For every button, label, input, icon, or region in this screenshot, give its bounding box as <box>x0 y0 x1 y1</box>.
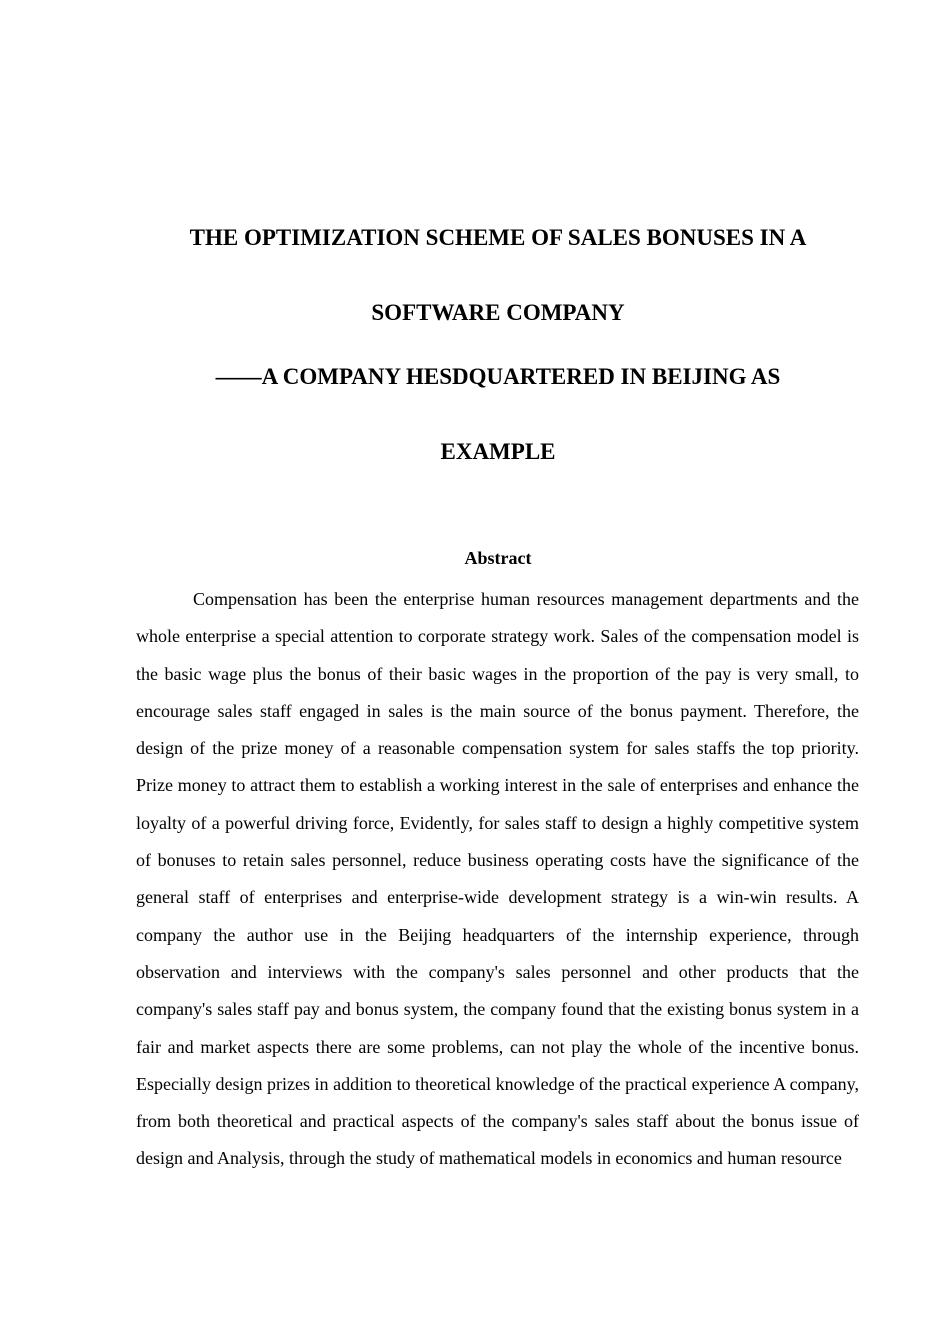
title-line-4: EXAMPLE <box>440 439 556 464</box>
abstract-heading: Abstract <box>464 548 532 568</box>
title-line-1: THE OPTIMIZATION SCHEME OF SALES BONUSES IN A <box>189 225 807 250</box>
document-title <box>136 222 860 468</box>
abstract-paragraph: Compensation has been the enterprise human resources management departments and the whole enterprise a special attention to corporate strategy work. Sales of the compensation model is the basic wage plus the bonus of their basic wages in the proportion of the pay is very small, to encourage sales staff engaged in sales is the main source of the bonus payment. Therefore, the design of the prize money of a reasonable compensation system for sales staffs the top priority. Prize money to attract them to establish a working interest in the sale of enterprises and enhance the loyalty of a powerful driving force, Evidently, for sales staff to design a highly competitive system of bonuses to retain sales personnel, reduce business operating costs have the significance of the general staff of enterprises and enterprise-wide development strategy is a win-win results. A company the author use in the Beijing headquarters of the internship experience, through observation and interviews with the company's sales personnel and other products that the company's sales staff pay and bonus system, the company found that the existing bonus system in a fair and market aspects there are some problems, can not play the whole of the incentive bonus. Especially design prizes in addition to theoretical knowledge of the practical experience A company, from both theoretical and practical aspects of the company's sales staff about the bonus issue of design and Analysis, through the study of mathematical models in economics and human resource <box>136 589 859 1169</box>
title-line-2: SOFTWARE COMPANY <box>371 300 625 325</box>
title-line-3: ——A COMPANY HESDQUARTERED IN BEIJING AS <box>215 364 781 389</box>
